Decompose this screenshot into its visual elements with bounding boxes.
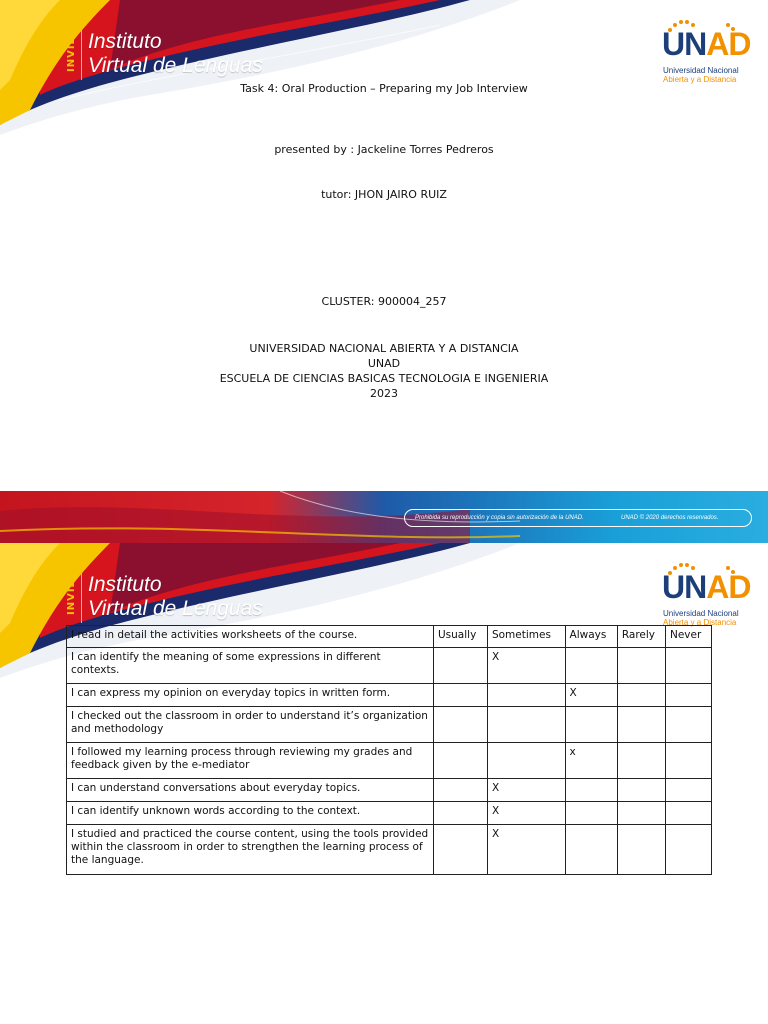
rating-cell	[434, 684, 488, 707]
rating-cell	[565, 707, 617, 743]
rating-cell: X	[565, 684, 617, 707]
rating-cell	[617, 779, 665, 802]
rating-cell	[487, 684, 565, 707]
institute-name-line2: Virtual de Lenguas	[88, 54, 263, 77]
school-name: ESCUELA DE CIENCIAS BASICAS TECNOLOGIA E INGENIERIA	[219, 372, 549, 385]
rating-cell	[434, 707, 488, 743]
rating-cell	[434, 743, 488, 779]
presented-by: presented by : Jackeline Torres Pedreros	[274, 143, 494, 156]
institute-name-line2: Virtual de Lenguas	[88, 597, 263, 620]
rating-cell: Never	[665, 626, 711, 648]
rating-cell	[665, 825, 711, 875]
unad-abbrev: UNAD	[367, 357, 401, 370]
statement-cell: I can express my opinion on everyday topics in written form.	[67, 684, 434, 707]
statement-cell: I can identify unknown words according to the context.	[67, 802, 434, 825]
rating-cell: X	[487, 648, 565, 684]
statement-cell: I can understand conversations about everyday topics.	[67, 779, 434, 802]
reproduction-notice: Prohibida su reproducción y copia sin autorización de la UNAD.	[415, 515, 584, 521]
rating-cell	[665, 779, 711, 802]
rating-cell: X	[487, 802, 565, 825]
logo-subtitle: Universidad Nacional Abierta y a Distancia	[663, 609, 739, 627]
rating-cell	[565, 802, 617, 825]
rating-cell: Always	[565, 626, 617, 648]
table-row	[67, 684, 712, 707]
table-row	[67, 779, 712, 802]
logo-wordmark: UNAD	[662, 569, 751, 605]
statement-cell: I read in detail the activities worksheets of the course.	[67, 626, 434, 648]
logo-wordmark: UNAD	[662, 26, 751, 62]
rating-cell: X	[487, 825, 565, 875]
university-name: UNIVERSIDAD NACIONAL ABIERTA Y A DISTANCIA	[249, 342, 519, 355]
table-row	[67, 825, 712, 875]
logo-divider	[81, 28, 82, 80]
year: 2023	[370, 387, 398, 400]
statement-cell: I checked out the classroom in order to understand it’s organization and methodology	[67, 707, 434, 743]
table-row	[67, 648, 712, 684]
invil-label: INVIL	[66, 37, 77, 73]
rating-cell	[665, 707, 711, 743]
survey-page	[0, 543, 768, 1024]
rights-notice: UNAD © 2020 derechos reservados.	[621, 515, 719, 521]
rating-cell	[617, 648, 665, 684]
rating-cell	[565, 779, 617, 802]
rating-cell	[434, 825, 488, 875]
logo-subtitle: Universidad Nacional Abierta y a Distancia	[663, 66, 739, 84]
rating-cell	[434, 648, 488, 684]
rating-cell	[617, 684, 665, 707]
logo-divider	[81, 571, 82, 623]
invil-label: INVIL	[66, 580, 77, 616]
table-row	[67, 707, 712, 743]
self-assessment-table	[66, 625, 712, 875]
institute-name-line1: Instituto	[88, 30, 162, 53]
unad-logo	[662, 563, 751, 633]
table-row	[67, 626, 712, 648]
rating-cell	[665, 802, 711, 825]
rating-cell	[565, 648, 617, 684]
unad-logo	[662, 20, 751, 90]
table-row	[67, 743, 712, 779]
rating-cell: Usually	[434, 626, 488, 648]
rating-cell	[665, 648, 711, 684]
rating-cell	[665, 743, 711, 779]
rating-cell	[487, 707, 565, 743]
statement-cell: I studied and practiced the course content, using the tools provided within the classroom in order to strengthen the learning process of the language.	[67, 825, 434, 875]
rating-cell: Rarely	[617, 626, 665, 648]
cluster: CLUSTER: 900004_257	[321, 295, 447, 308]
rating-cell	[665, 684, 711, 707]
statement-cell: I followed my learning process through reviewing my grades and feedback given by the e-mediator	[67, 743, 434, 779]
rating-cell	[487, 743, 565, 779]
rating-cell: Sometimes	[487, 626, 565, 648]
statement-cell: I can identify the meaning of some expressions in different contexts.	[67, 648, 434, 684]
copyright-notice	[404, 509, 752, 527]
rating-cell	[434, 779, 488, 802]
rating-cell	[434, 802, 488, 825]
rating-cell: X	[487, 779, 565, 802]
rating-cell	[565, 825, 617, 875]
institute-name-line1: Instituto	[88, 573, 162, 596]
tutor: tutor: JHON JAIRO RUIZ	[321, 188, 447, 201]
rating-cell	[617, 707, 665, 743]
rating-cell: x	[565, 743, 617, 779]
table-row	[67, 802, 712, 825]
rating-cell	[617, 802, 665, 825]
rating-cell	[617, 743, 665, 779]
rating-cell	[617, 825, 665, 875]
task-title: Task 4: Oral Production – Preparing my Job Interview	[240, 82, 528, 95]
